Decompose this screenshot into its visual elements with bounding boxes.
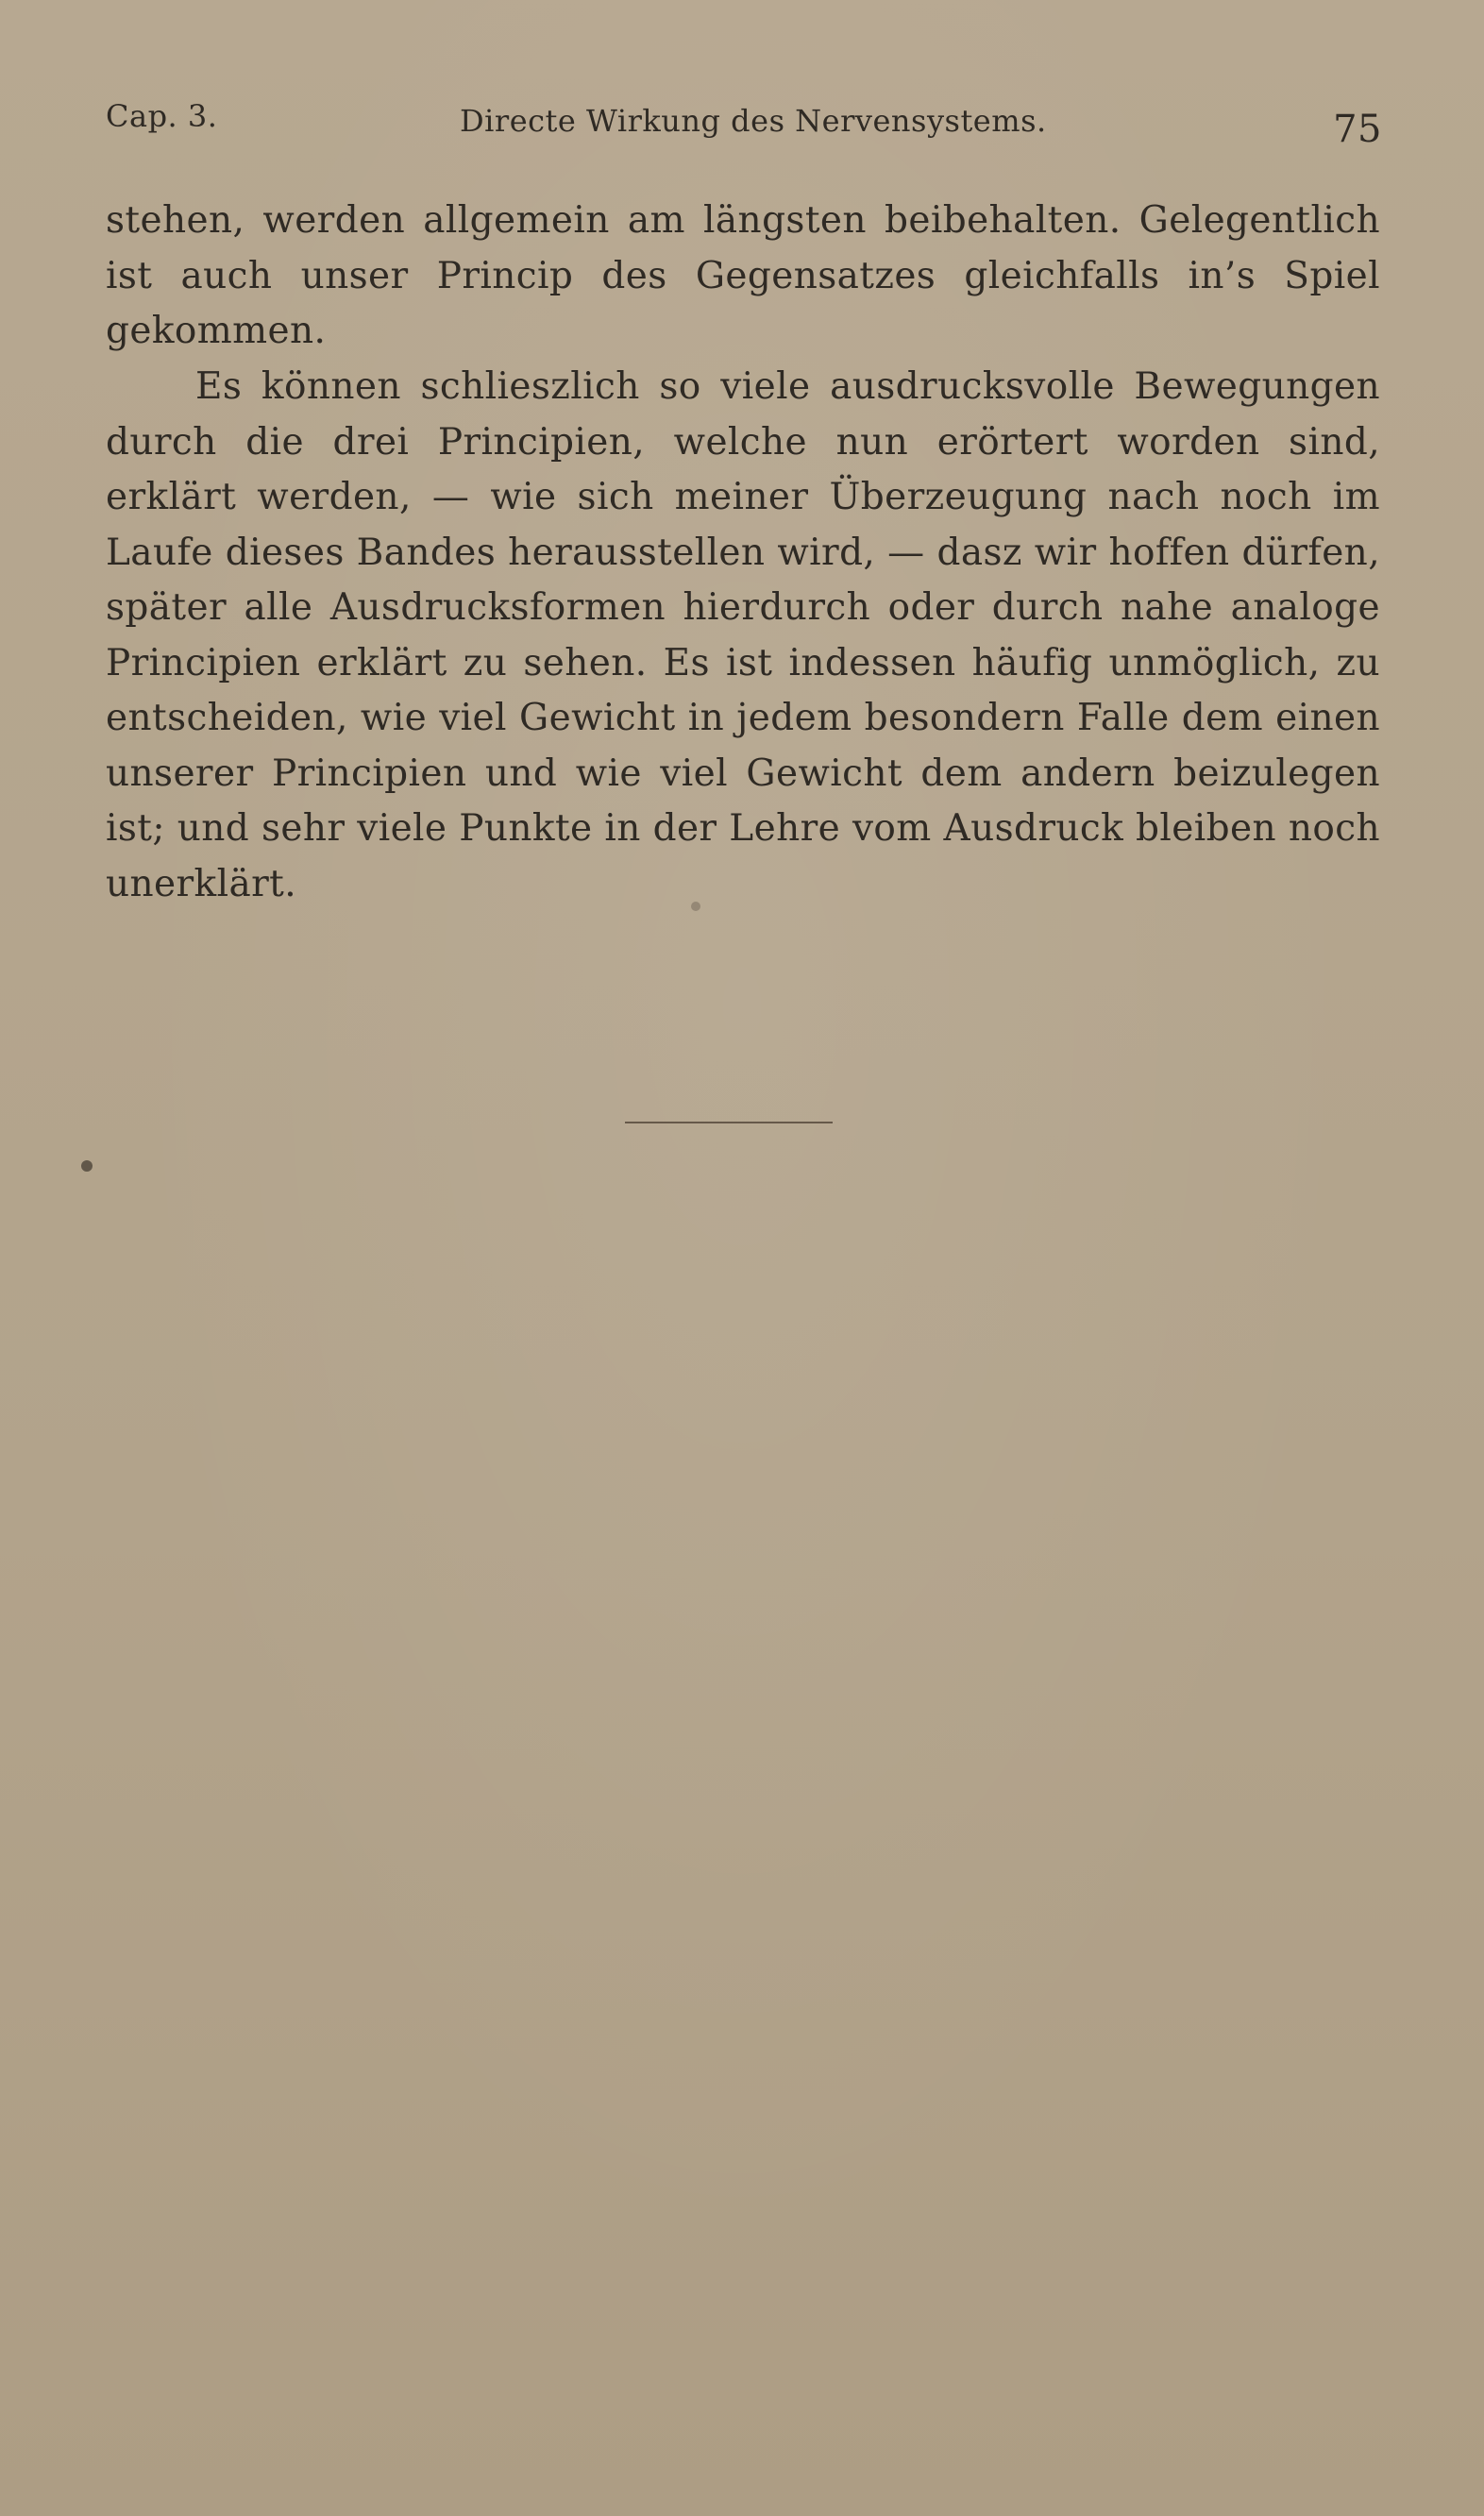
running-title: Directe Wirkung des Nervensystems.: [460, 103, 1047, 139]
ink-speck: [691, 902, 700, 911]
paragraph-continuation: [106, 194, 1380, 360]
chapter-label: Cap. 3.: [106, 98, 218, 134]
page-number: 75: [1333, 108, 1382, 151]
ink-speck: [81, 1160, 93, 1172]
paragraph-text: Es können schlieszlich so viele ausdrucksvolle Bewegungen durch die drei Principien, welche nun erörtert worden sind, erklärt werden, — wie sich meiner Überzeugung nach noch im Laufe dieses Bandes herausstellen wird, — dasz wir hoffen dürfen, später alle Ausdrucksformen hierdurch oder durch nahe analoge Principien erklärt zu sehen. Es ist indessen häufig unmöglich, zu entscheiden, wie viel Gewicht in jedem besondern Falle dem einen unserer Principien und wie viel Gewicht dem andern beizulegen ist; und sehr viele Punkte in der Lehre vom Ausdruck bleiben noch unerklärt.: [106, 365, 1380, 905]
paragraph-text: stehen, werden allgemein am längsten beibehalten. Gelegentlich ist auch unser Princip des Gegensatzes gleichfalls in’s Spiel gekommen.: [106, 199, 1380, 352]
section-end-rule: [625, 1122, 833, 1123]
running-header: [106, 98, 1382, 155]
paragraph-main: [106, 360, 1380, 912]
